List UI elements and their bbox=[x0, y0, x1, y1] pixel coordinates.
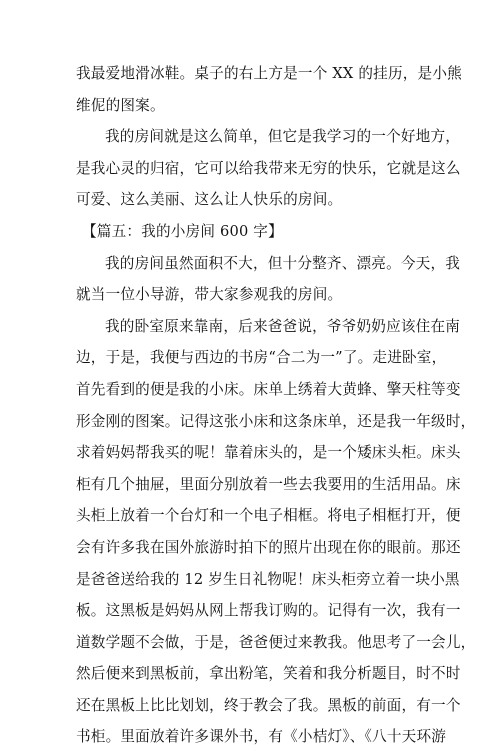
text-line: 我最爱地滑冰鞋。桌子的右上方是一个 XX 的挂历，是小熊 bbox=[76, 65, 462, 82]
text-line: 边，于是，我便与西边的书房“合二为一”了。走进卧室， bbox=[76, 349, 447, 367]
text-line: 维伲的图案。 bbox=[76, 96, 165, 114]
text-line: 是我心灵的归宿，它可以给我带来无穷的快乐，它就是这么 bbox=[76, 159, 461, 177]
text-line: 然后便来到黑板前，拿出粉笔，笑着和我分析题目，时不时 bbox=[76, 665, 461, 683]
text-line: 是爸爸送给我的 12 岁生日礼物呢！床头柜旁立着一块小黑 bbox=[76, 570, 460, 588]
document-page bbox=[76, 58, 476, 753]
text-line: 头柜上放着一个台灯和一个电子相框。将电子相框打开，便 bbox=[76, 507, 461, 525]
text-line: 道数学题不会做，于是，爸爸便过来教我。他思考了一会儿， bbox=[76, 633, 476, 651]
text-line: 书柜。里面放着许多课外书，有《小桔灯》、《八十天环游 bbox=[76, 728, 447, 746]
text-line: 还在黑板上比比划划，终于教会了我。黑板的前面，有一个 bbox=[76, 696, 461, 714]
text-line: 可爱、这么美丽、这么让人快乐的房间。 bbox=[76, 191, 343, 209]
paragraph-start-line: 我的卧室原来靠南，后来爸爸说，爷爷奶奶应该住在南 bbox=[105, 317, 461, 335]
section-heading: 【篇五：我的小房间 600 字】 bbox=[82, 222, 283, 240]
text-line: 形金刚的图案。记得这张小床和这条床单，还是我一年级时， bbox=[76, 412, 476, 430]
paragraph-start-line: 我的房间虽然面积不大，但十分整齐、漂亮。今天，我 bbox=[105, 254, 461, 272]
text-line: 求着妈妈帮我买的呢！靠着床头的，是一个矮床头柜。床头 bbox=[76, 444, 461, 462]
text-line: 首先看到的便是我的小床。床单上绣着大黄蜂、擎天柱等变 bbox=[76, 380, 461, 398]
text-line: 柜有几个抽屉，里面分别放着一些去我要用的生活用品。床 bbox=[76, 475, 461, 493]
text-line: 会有许多我在国外旅游时拍下的照片出现在你的眼前。那还 bbox=[76, 538, 461, 556]
text-line: 板。这黑板是妈妈从网上帮我订购的。记得有一次，我有一 bbox=[76, 602, 461, 620]
paragraph-start-line: 我的房间就是这么简单，但它是我学习的一个好地方， bbox=[105, 128, 461, 146]
text-line: 就当一位小导游，带大家参观我的房间。 bbox=[76, 286, 343, 304]
